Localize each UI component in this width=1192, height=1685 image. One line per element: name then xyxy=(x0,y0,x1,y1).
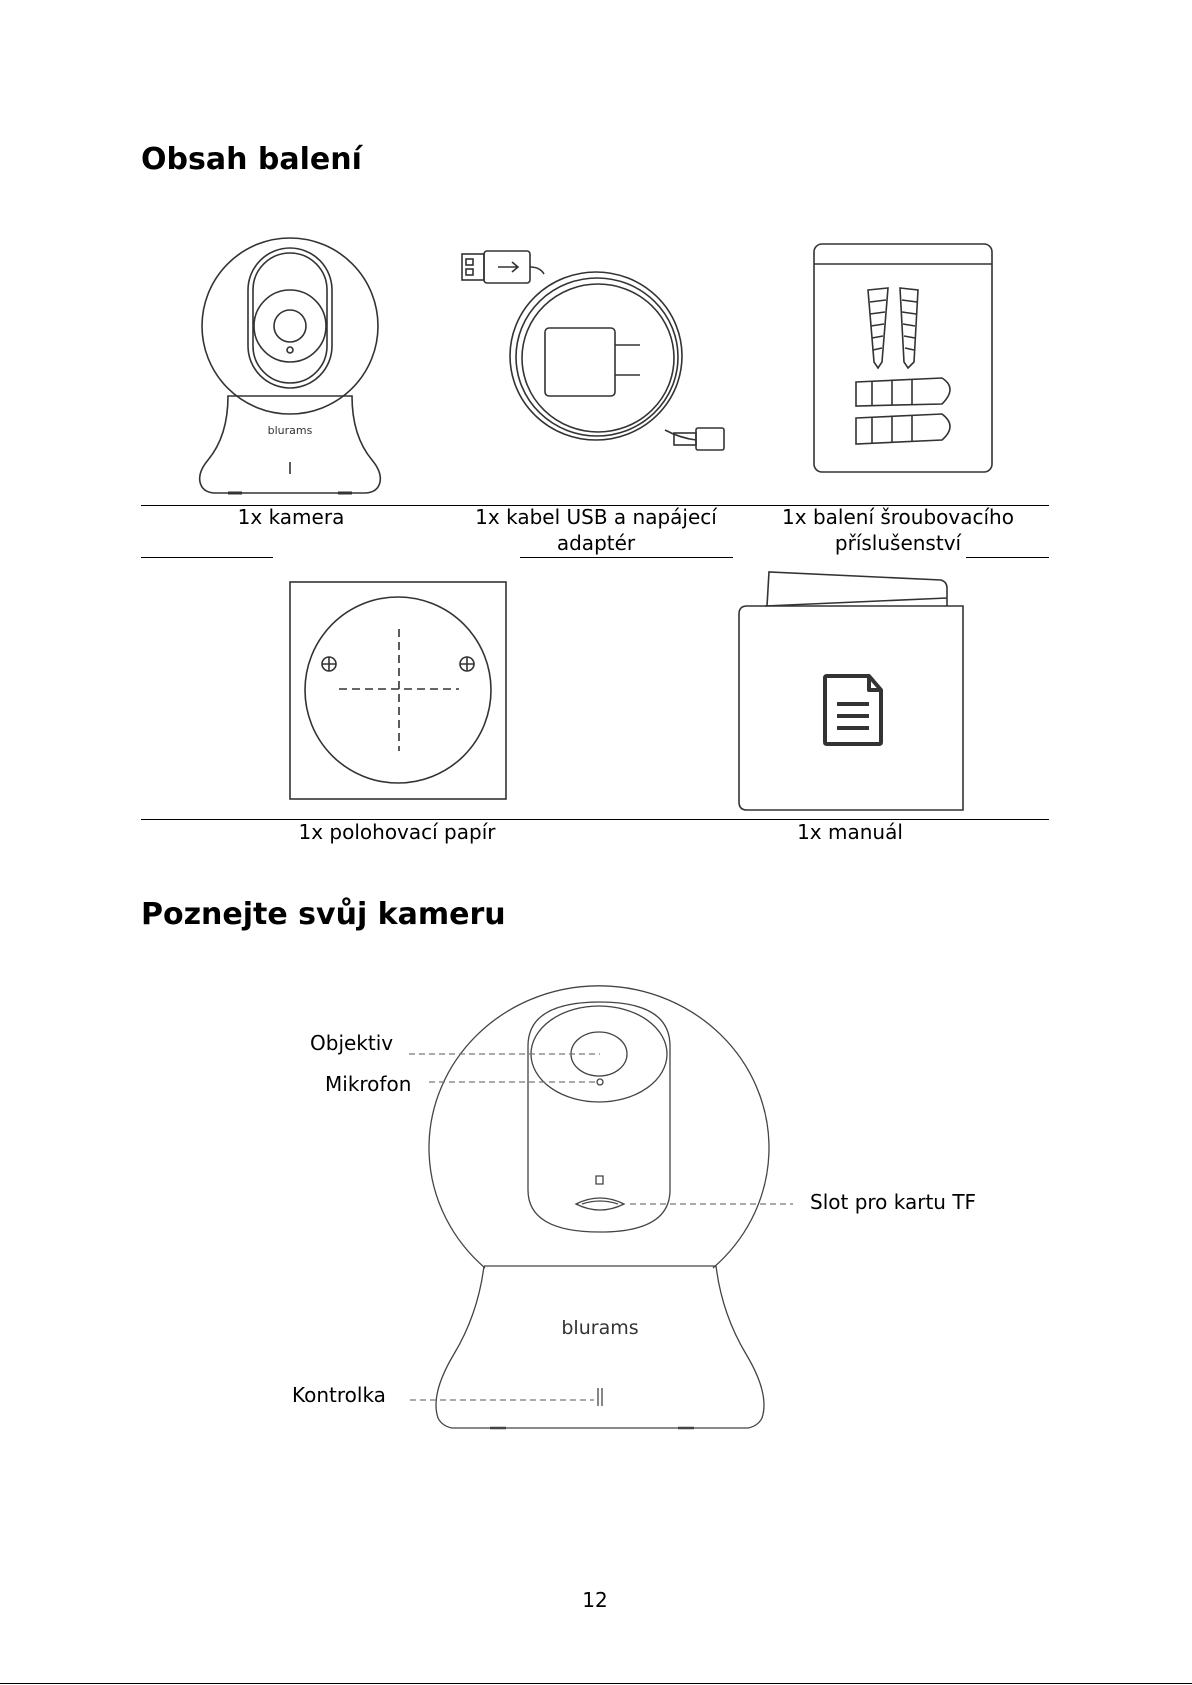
caption-usb-adapter-line2: adaptér xyxy=(556,531,636,555)
brand-logo-text: blurams xyxy=(561,1317,639,1339)
caption-manual: 1x manuál xyxy=(797,820,903,844)
caption-usb-adapter-line1: 1x kabel USB a napájecí xyxy=(475,505,717,529)
section-title-know-camera: Poznejte svůj kameru xyxy=(141,897,506,932)
callout-indicator: Kontrolka xyxy=(292,1383,386,1407)
page-bottom-edge xyxy=(0,1683,1192,1684)
caption-positioning-paper: 1x polohovací papír xyxy=(298,820,496,844)
caption-screw-pack-line2: příslušenství xyxy=(834,531,962,555)
section-title-package: Obsah balení xyxy=(141,142,362,177)
callout-tf-slot: Slot pro kartu TF xyxy=(810,1190,977,1214)
caption-screw-pack-line1: 1x balení šroubovacího xyxy=(782,505,1014,529)
svg-text:blurams: blurams xyxy=(267,424,313,437)
callout-microphone: Mikrofon xyxy=(325,1072,412,1096)
caption-camera: 1x kamera xyxy=(237,505,345,529)
callout-lens: Objektiv xyxy=(310,1031,394,1055)
page-number: 12 xyxy=(582,1588,608,1612)
